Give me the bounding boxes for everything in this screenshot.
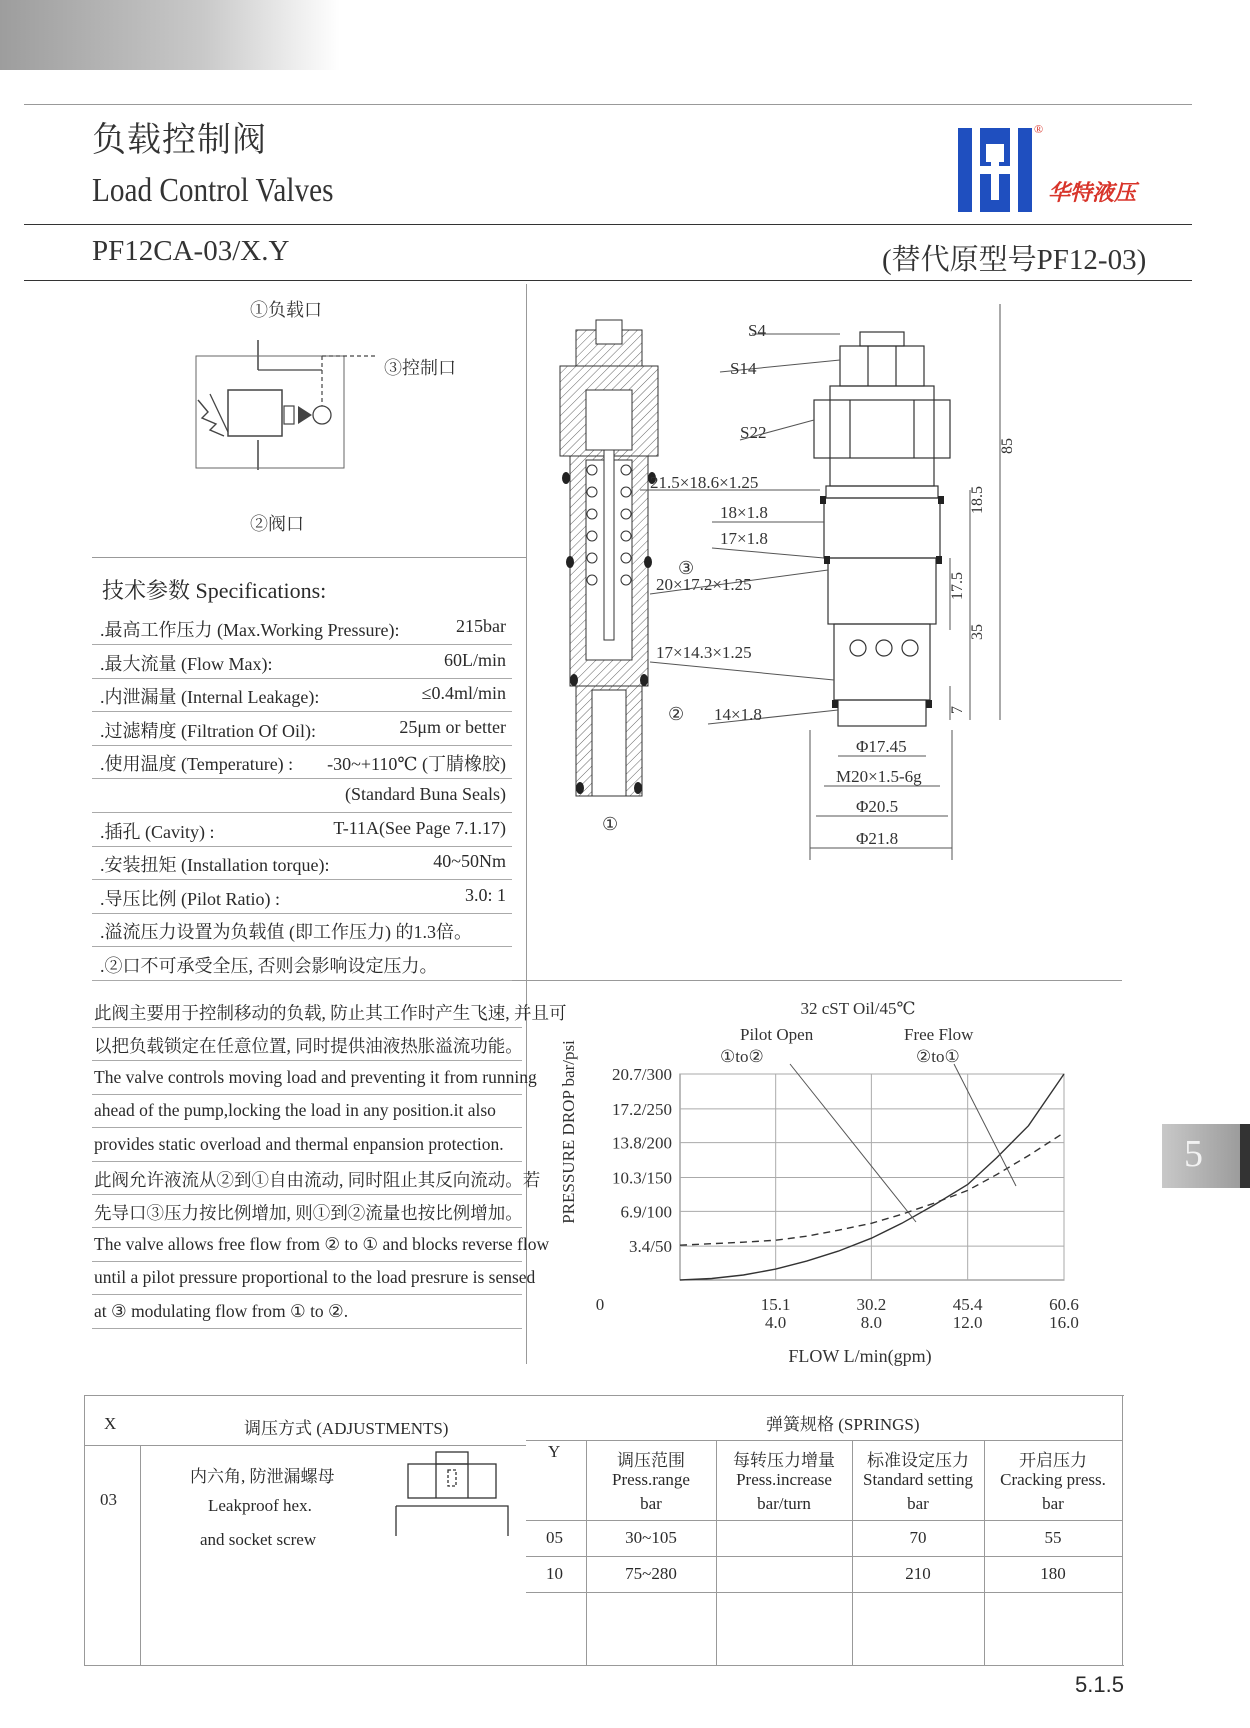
dim-d2: M20×1.5-6g bbox=[836, 767, 922, 786]
spec-row bbox=[92, 679, 512, 712]
springs-header-cell: 每转压力增量 bbox=[733, 1451, 835, 1470]
springs-header-cell: 标准设定压力 bbox=[867, 1451, 969, 1470]
spec-row bbox=[92, 847, 512, 880]
spec-label: .过滤精度 (Filtration Of Oil): bbox=[100, 720, 316, 741]
spec-label: .插孔 (Cavity) : bbox=[100, 821, 215, 842]
spec-value: 60L/min bbox=[444, 649, 506, 670]
section-port3: ③ bbox=[678, 558, 695, 578]
annotation-pilot-open: Pilot Open bbox=[740, 1025, 814, 1044]
springs-header-cell: 调压范围 bbox=[617, 1451, 685, 1470]
spec-value: 215bar bbox=[456, 616, 506, 636]
registered-mark: ® bbox=[1034, 122, 1044, 136]
brand-name: 华特液压 bbox=[1048, 181, 1137, 206]
symbol-port3-label: ③控制口 bbox=[384, 358, 456, 378]
description-text: until a pilot pressure proportional to the load presrure is sensed bbox=[94, 1267, 536, 1288]
springs-header-cell: Standard setting bbox=[862, 1470, 973, 1489]
annotation-free-flow: Free Flow bbox=[904, 1025, 974, 1044]
description-line bbox=[92, 1028, 522, 1061]
alt-model-number: (替代原型号PF12-03) bbox=[882, 244, 1147, 276]
description-text: The valve allows free flow from ② to ① and blocks reverse flow bbox=[94, 1233, 550, 1254]
springs-col-y-label: Y bbox=[548, 1442, 561, 1461]
dim-oring4: 20×17.2×1.25 bbox=[656, 575, 752, 594]
y-tick-label: 20.7/300 bbox=[612, 1065, 672, 1084]
dim-d4: Φ21.8 bbox=[856, 829, 899, 848]
spec-row bbox=[92, 881, 512, 914]
spec-row bbox=[92, 948, 512, 981]
adj-col-divider bbox=[140, 1445, 141, 1665]
spec-row bbox=[92, 914, 512, 947]
description-text: 先导口③压力按比例增加, 则①到②流量也按比例增加。 bbox=[94, 1203, 523, 1224]
spec-row bbox=[92, 746, 512, 779]
y-tick-label: 6.9/100 bbox=[620, 1202, 672, 1222]
springs-cell-standard: 70 bbox=[909, 1528, 927, 1547]
spec-label: .安装扭矩 (Installation torque): bbox=[100, 855, 330, 876]
divider-vertical bbox=[526, 284, 527, 1364]
adj-desc-en1: Leakproof hex. bbox=[208, 1496, 312, 1515]
description-line bbox=[92, 995, 567, 1028]
spec-row bbox=[92, 612, 512, 645]
spec-label: .最高工作压力 (Max.Working Pressure): bbox=[100, 620, 400, 640]
model-number: PF12CA-03/X.Y bbox=[92, 235, 290, 267]
springs-header-cell: bar/turn bbox=[757, 1494, 811, 1513]
description-text: The valve controls moving load and preventing it from running bbox=[94, 1066, 537, 1087]
springs-cell-standard: 210 bbox=[905, 1564, 931, 1583]
spec-value: 25μm or better bbox=[399, 716, 506, 737]
adj-header-rule bbox=[84, 1445, 526, 1446]
spec-value: 40~50Nm bbox=[433, 851, 506, 872]
page-number: 5.1.5 bbox=[1075, 1672, 1124, 1697]
dim-s22: S22 bbox=[740, 423, 767, 442]
spec-heading: 技术参数 Specifications: bbox=[102, 578, 327, 603]
bottom-section-rule bbox=[84, 1395, 1124, 1396]
spec-row bbox=[92, 814, 512, 847]
springs-header-rule bbox=[526, 1520, 1122, 1521]
spec-top-rule bbox=[92, 557, 526, 558]
logo-mark-icon bbox=[956, 126, 1036, 214]
symbol-port2-label: ②阀口 bbox=[250, 514, 304, 534]
dim-h85: 85 bbox=[999, 438, 1016, 454]
annotation-1to2: ①to② bbox=[720, 1047, 764, 1066]
springs-header-cell: bar bbox=[1042, 1494, 1064, 1513]
dim-s14: S14 bbox=[730, 359, 757, 378]
dim-h185: 18.5 bbox=[969, 486, 986, 514]
spec-label: .②口不可承受全压, 否则会影响设定压力。 bbox=[100, 956, 438, 976]
model-rule bbox=[24, 280, 1192, 281]
springs-right-border bbox=[1122, 1395, 1123, 1665]
x-tick-label: 15.1 bbox=[760, 1295, 791, 1314]
page-title-cn: 负载控制阀 bbox=[92, 122, 267, 159]
spec-value: (Standard Buna Seals) bbox=[345, 784, 506, 804]
x-tick-label-gpm: 12.0 bbox=[952, 1313, 983, 1332]
spec-row bbox=[92, 780, 512, 813]
section-port2: ② bbox=[668, 704, 685, 724]
description-line bbox=[92, 1095, 522, 1128]
page-title-en: Load Control Valves bbox=[92, 172, 334, 209]
spec-value: -30~+110℃ (丁腈橡胶) bbox=[327, 754, 506, 775]
description-line bbox=[92, 1162, 541, 1195]
description-line bbox=[92, 1129, 522, 1162]
springs-cell-cracking: 180 bbox=[1040, 1564, 1066, 1583]
description-text: ahead of the pump,locking the load in any position.it also bbox=[94, 1100, 496, 1121]
spec-label: .导压比例 (Pilot Ratio) : bbox=[100, 888, 280, 909]
x-tick-label-gpm: 16.0 bbox=[1049, 1313, 1079, 1332]
description-line bbox=[92, 1195, 522, 1228]
brand-logo bbox=[956, 122, 1044, 214]
x-tick-label: 45.4 bbox=[952, 1295, 983, 1314]
springs-row-rule bbox=[526, 1556, 1122, 1557]
dim-h7: 7 bbox=[949, 706, 966, 714]
description-text: 此阀主要用于控制移动的负载, 防止其工作时产生飞速, 并且可 bbox=[94, 1003, 567, 1023]
dim-d3: Φ20.5 bbox=[856, 797, 899, 816]
springs-cell-cracking: 55 bbox=[1044, 1528, 1062, 1547]
description-text: provides static overload and thermal enpansion protection. bbox=[94, 1133, 504, 1154]
spec-value: 3.0: 1 bbox=[464, 884, 506, 905]
spec-value: ≤0.4ml/min bbox=[421, 683, 506, 704]
dim-h35: 35 bbox=[969, 624, 986, 640]
dim-h175: 17.5 bbox=[949, 572, 966, 600]
spec-label: .内泄漏量 (Internal Leakage): bbox=[100, 687, 320, 708]
spec-label: .最大流量 (Flow Max): bbox=[100, 653, 273, 674]
leakproof-nut-icon bbox=[392, 1448, 512, 1538]
springs-header-cell: bar bbox=[640, 1494, 662, 1513]
springs-header-cell: Press.increase bbox=[736, 1470, 832, 1489]
adj-col-x: X bbox=[104, 1414, 117, 1433]
springs-header-cell: 开启压力 bbox=[1019, 1451, 1087, 1470]
x-tick-label: 30.2 bbox=[856, 1295, 887, 1314]
springs-title: 弹簧规格 (SPRINGS) bbox=[766, 1415, 920, 1434]
spec-row bbox=[92, 646, 512, 679]
symbol-port1-label: ①负载口 bbox=[250, 300, 322, 320]
top-rule bbox=[24, 104, 1192, 105]
hydraulic-symbol bbox=[180, 290, 520, 540]
valve-cross-section bbox=[540, 300, 695, 840]
x-zero-label: 0 bbox=[595, 1295, 605, 1314]
dim-oring1: 21.5×18.6×1.25 bbox=[650, 473, 759, 492]
springs-row-y: 10 bbox=[546, 1564, 563, 1583]
chart-xlabel: FLOW L/min(gpm) bbox=[788, 1346, 932, 1366]
annotation-2to1: ②to① bbox=[916, 1047, 960, 1066]
springs-row2-rule bbox=[526, 1592, 1122, 1593]
description-text: 此阀允许液流从②到①自由流动, 同时阻止其反向流动。若 bbox=[94, 1170, 541, 1190]
chart-ylabel: PRESSURE DROP bar/psi bbox=[559, 1040, 578, 1224]
y-tick-label: 17.2/250 bbox=[612, 1099, 672, 1119]
y-tick-label: 3.4/50 bbox=[629, 1237, 672, 1257]
dim-d1: Φ17.45 bbox=[856, 737, 907, 756]
section-port1: ① bbox=[602, 814, 619, 834]
adj-desc-cn: 内六角, 防泄漏螺母 bbox=[190, 1467, 335, 1486]
pressure-drop-chart bbox=[540, 990, 1100, 1370]
dim-oring3: 17×1.8 bbox=[720, 529, 768, 548]
spec-row bbox=[92, 713, 512, 746]
chart-title: 32 cST Oil/45℃ bbox=[800, 999, 916, 1018]
tab-5 bbox=[1162, 1124, 1250, 1188]
dim-s4: S4 bbox=[748, 321, 766, 340]
dim-oring2: 18×1.8 bbox=[720, 503, 768, 522]
springs-cell-range: 30~105 bbox=[625, 1528, 677, 1547]
header-rule bbox=[24, 224, 1192, 225]
description-line bbox=[92, 1296, 522, 1329]
scan-shade bbox=[0, 0, 340, 70]
dim-oring5: 17×14.3×1.25 bbox=[656, 643, 752, 662]
x-tick-label: 60.6 bbox=[1049, 1295, 1079, 1314]
tables-bottom-rule bbox=[84, 1665, 1124, 1666]
description-text: at ③ modulating flow from ① to ②. bbox=[94, 1300, 349, 1321]
x-tick-label-gpm: 8.0 bbox=[860, 1313, 882, 1332]
springs-cell-range: 75~280 bbox=[625, 1564, 677, 1583]
description-line bbox=[92, 1229, 550, 1262]
y-tick-label: 13.8/200 bbox=[612, 1133, 672, 1153]
springs-title-rule bbox=[526, 1440, 1122, 1441]
valve-outline-dimensions bbox=[650, 300, 1140, 950]
spec-value: T-11A(See Page 7.1.17) bbox=[333, 817, 506, 838]
springs-header-cell: bar bbox=[907, 1494, 929, 1513]
adj-code: 03 bbox=[100, 1490, 117, 1509]
adj-desc-en2: and socket screw bbox=[200, 1530, 317, 1549]
spec-label: .使用温度 (Temperature) : bbox=[100, 754, 294, 775]
description-line bbox=[92, 1062, 537, 1095]
x-tick-label-gpm: 4.0 bbox=[765, 1313, 787, 1332]
description-line bbox=[92, 1262, 536, 1295]
description-text: 以把负载锁定在任意位置, 同时提供油液热胀溢流功能。 bbox=[94, 1036, 523, 1057]
springs-row-y: 05 bbox=[546, 1528, 563, 1547]
series-line-free-flow bbox=[680, 1133, 1064, 1246]
adj-col-title: 调压方式 (ADJUSTMENTS) bbox=[244, 1419, 449, 1438]
springs-header-cell: Cracking press. bbox=[1000, 1470, 1106, 1489]
dim-oring6: 14×1.8 bbox=[714, 705, 762, 724]
y-tick-label: 10.3/150 bbox=[612, 1168, 672, 1188]
springs-header-cell: Press.range bbox=[612, 1470, 690, 1489]
tab-5-label: 5 bbox=[1184, 1133, 1203, 1175]
spec-label: .溢流压力设置为负载值 (即工作压力) 的1.3倍。 bbox=[100, 922, 472, 943]
adj-left-border bbox=[84, 1395, 85, 1665]
